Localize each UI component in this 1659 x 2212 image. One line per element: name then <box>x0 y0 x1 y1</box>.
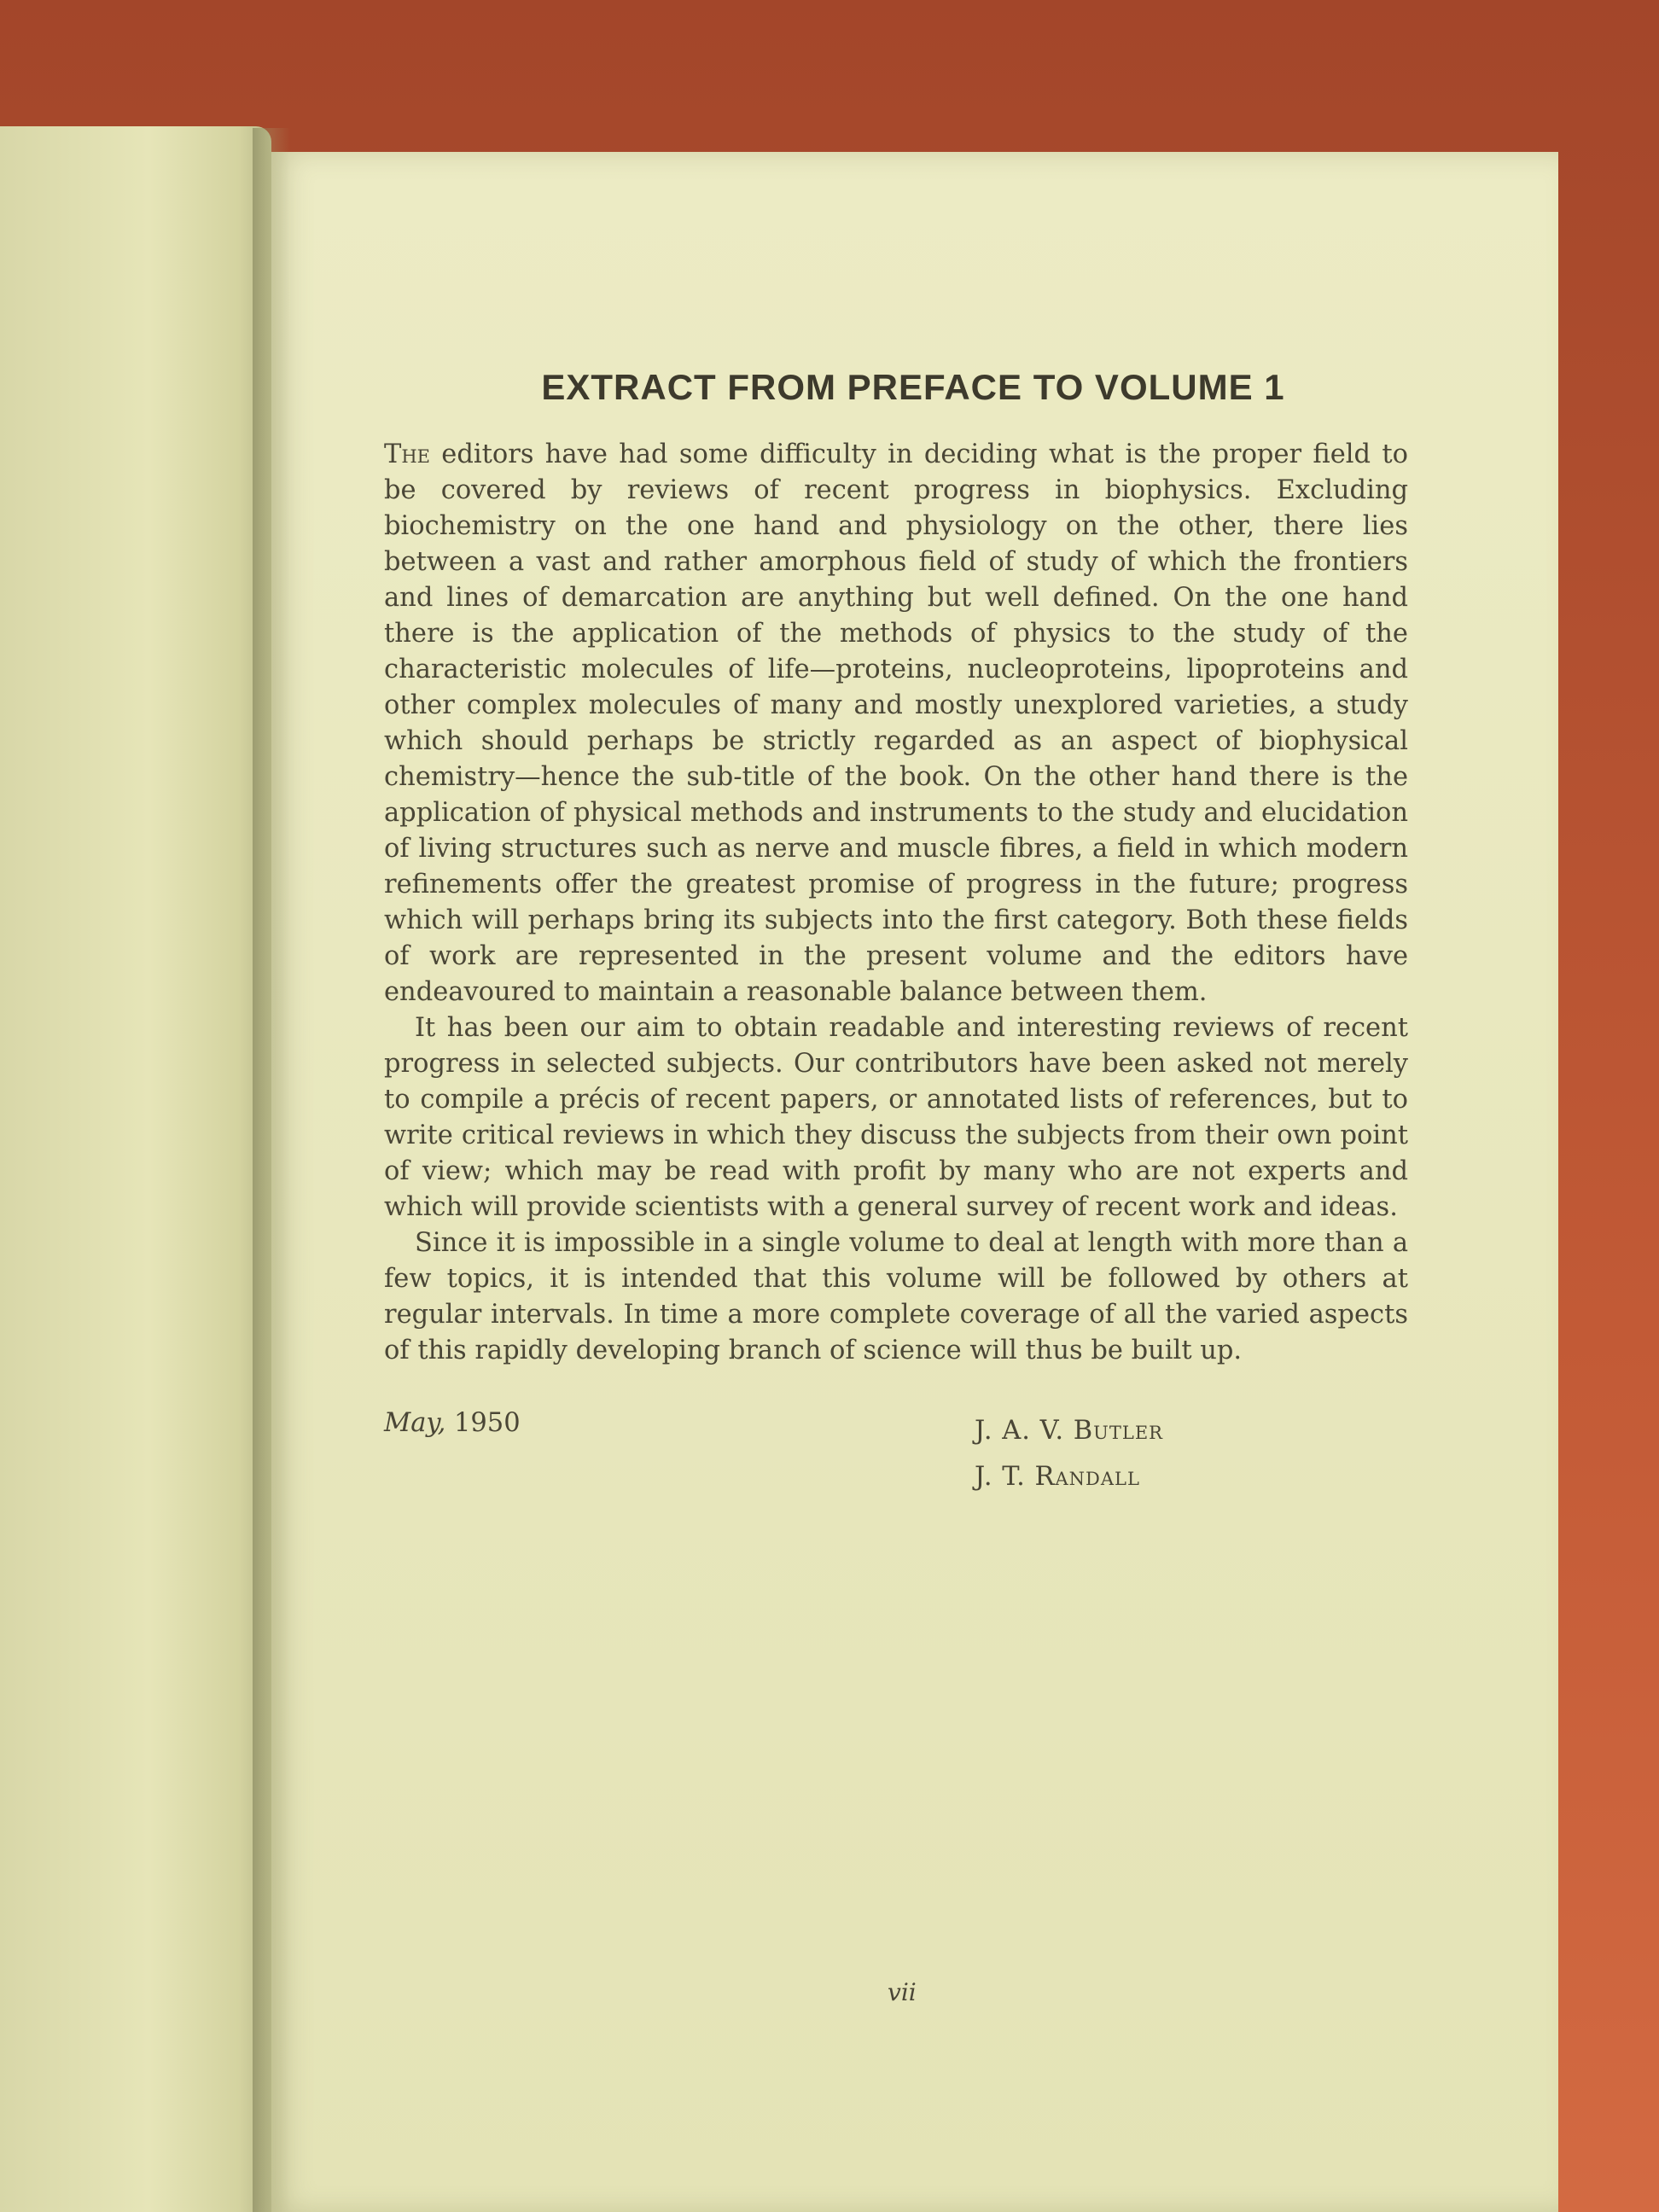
signature-block <box>384 1408 1408 1511</box>
page-number: vii <box>888 1978 917 2006</box>
date-year: 1950 <box>445 1408 521 1438</box>
paragraph-2: It has been our aim to obtain readable and interesting reviews of recent progress in selected subjects. Our contributors have been asked not merely to compile a précis of recent papers, or annotated lists of references, but to write critical reviews in which they discuss the subjects from their own point of view; which may be read with profit by many who are not experts and which will provide scientists with a general survey of recent work and ideas. <box>384 1013 1408 1222</box>
paragraph-1-text: editors have had some difficulty in deciding what is the proper field to be covered by reviews of recent progress in biophysics. Excluding biochemistry on the one hand and physiology on the other, there lies between a vast and rather amorphous field of study of which the frontiers and lines of demarcation are anything but well defined. On the one hand there is the application of the methods of physics to the study of the characteristic molecules of life—proteins, nucleoproteins, lipoproteins and other complex molecules of many and mostly unexplored varieties, a study which should perhaps be strictly regarded as an aspect of biophysical chemistry—hence the sub-title of the book. On the other hand there is the application of physical methods and instruments to the study and elucidation of living structures such as nerve and muscle fibres, a field in which modern refinements offer the greatest promise of progress in the future; progress which will perhaps bring its subjects into the first category. Both these fields of work are represented in the present volume and the editors have endeavoured to maintain a reasonable balance between them. <box>384 439 1408 1007</box>
signatory-randall: J. T. Randall <box>975 1462 1140 1492</box>
preface-text-block <box>384 367 1408 1511</box>
paragraph-1-lead-word: The <box>384 439 430 469</box>
date-month: May, <box>384 1408 446 1438</box>
book-spine-shadow <box>253 128 290 2212</box>
signatory-butler: J. A. V. Butler <box>975 1416 1163 1446</box>
preface-date <box>384 1408 521 1438</box>
page-title: EXTRACT FROM PREFACE TO VOLUME 1 <box>541 367 1285 407</box>
paragraph-3: Since it is impossible in a single volume to deal at length with more than a few topics, it is intended that this volume will be followed by others at regular intervals. In time a more complete coverage of all the varied aspects of this rapidly developing branch of science will thus be built up. <box>384 1228 1408 1365</box>
left-page <box>0 126 271 2212</box>
signatory-list <box>975 1408 1163 1500</box>
paragraph-1 <box>384 437 1408 1010</box>
